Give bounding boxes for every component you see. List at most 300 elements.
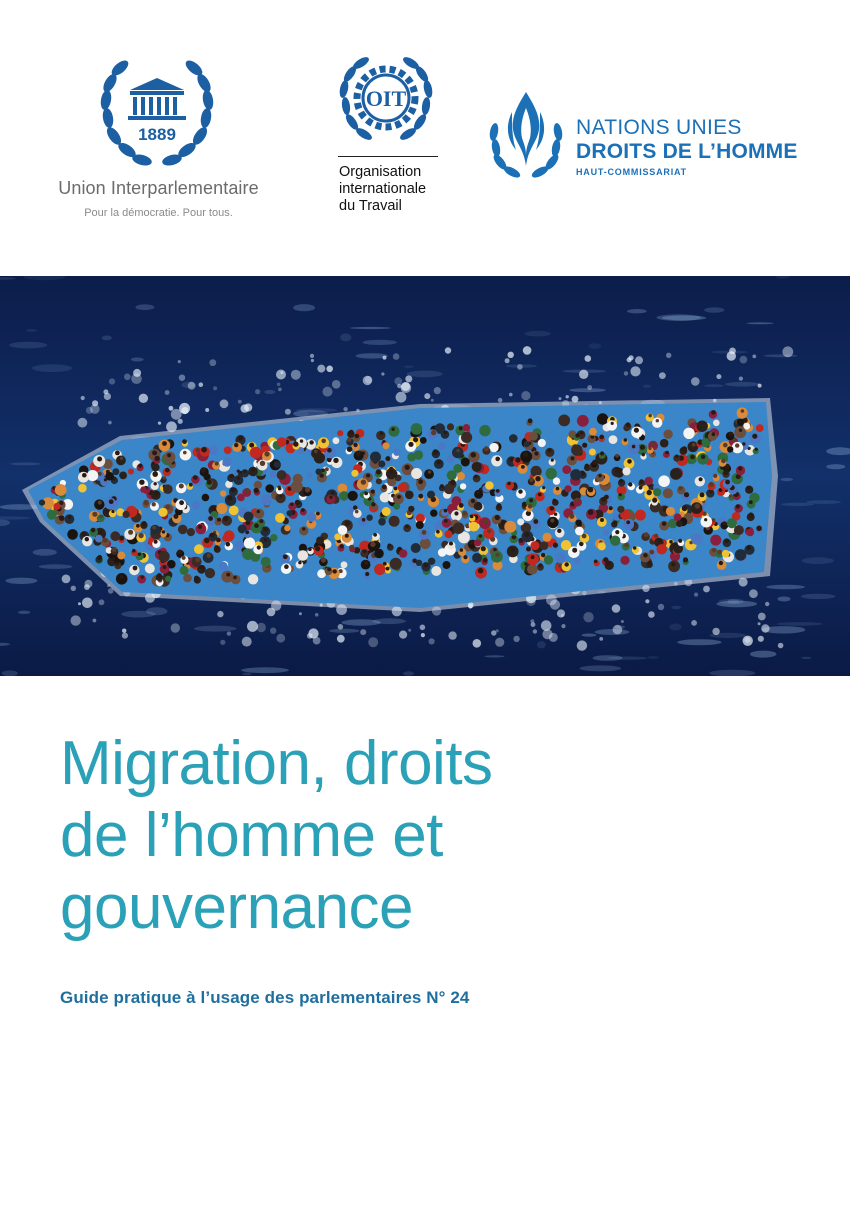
person-figure	[334, 533, 341, 540]
person-head	[97, 457, 102, 462]
person-figure	[416, 560, 422, 566]
foam-spot	[343, 407, 347, 411]
person-figure	[389, 516, 400, 527]
person-head	[528, 504, 533, 509]
wave-highlight	[766, 585, 805, 590]
person-head	[182, 556, 186, 560]
foam-spot	[188, 382, 196, 390]
person-figure	[390, 558, 402, 570]
wave-highlight	[579, 665, 621, 671]
person-figure	[438, 442, 446, 450]
ohchr-line3: HAUT-COMMISSARIAT	[576, 167, 687, 177]
foam-spot	[495, 638, 504, 647]
person-head	[569, 514, 574, 519]
person-figure	[244, 537, 255, 548]
wave-highlight	[5, 578, 37, 584]
wave-highlight	[403, 671, 414, 675]
person-head	[690, 455, 695, 460]
person-figure	[194, 544, 204, 554]
person-head	[444, 519, 448, 523]
person-head	[249, 443, 254, 448]
person-head	[142, 521, 146, 525]
person-head	[347, 438, 352, 443]
person-head	[755, 448, 758, 451]
wave-highlight	[806, 500, 841, 504]
person-figure	[727, 518, 737, 528]
wave-highlight	[704, 307, 724, 313]
person-head	[245, 488, 250, 493]
person-head	[665, 451, 669, 455]
person-head	[167, 453, 171, 457]
wave-highlight	[581, 634, 596, 637]
ipu-name: Union Interparlementaire	[58, 178, 259, 198]
person-figure	[540, 541, 549, 550]
person-figure	[683, 428, 694, 439]
person-head	[748, 512, 753, 517]
person-head	[487, 529, 491, 533]
foam-spot	[393, 353, 400, 360]
person-figure	[393, 503, 400, 510]
person-figure	[224, 530, 235, 541]
person-figure	[55, 484, 67, 496]
person-head	[353, 505, 357, 509]
foam-spot	[220, 399, 229, 408]
person-head	[628, 482, 632, 486]
foam-spot	[420, 625, 426, 631]
person-head	[701, 455, 705, 459]
foam-spot	[368, 637, 378, 647]
person-head	[654, 534, 658, 538]
person-head	[365, 572, 369, 576]
person-head	[553, 499, 557, 503]
person-head	[648, 561, 652, 565]
person-figure	[205, 568, 215, 578]
foam-spot	[429, 638, 435, 644]
person-figure	[663, 430, 672, 439]
person-head	[408, 442, 413, 447]
person-figure	[472, 553, 482, 563]
person-figure	[491, 551, 503, 563]
person-figure	[420, 538, 431, 549]
person-head	[682, 506, 688, 512]
person-head	[109, 499, 114, 504]
person-figure	[366, 515, 372, 521]
person-head	[478, 568, 484, 574]
person-head	[371, 489, 375, 493]
person-figure	[378, 460, 385, 467]
person-figure	[527, 564, 538, 575]
person-head	[254, 523, 259, 528]
person-figure	[291, 481, 303, 493]
foam-spot	[332, 380, 341, 389]
person-head	[682, 446, 687, 451]
person-head	[139, 480, 144, 485]
person-head	[496, 553, 500, 557]
person-figure	[628, 443, 639, 454]
person-head	[675, 455, 678, 458]
foam-spot	[85, 580, 93, 588]
foam-spot	[739, 377, 743, 381]
person-head	[683, 557, 688, 562]
person-head	[460, 548, 464, 552]
person-head	[534, 451, 538, 455]
person-figure	[376, 478, 382, 484]
foam-spot	[178, 419, 183, 424]
person-head	[725, 480, 730, 485]
person-figure	[338, 525, 348, 535]
foam-spot	[124, 374, 131, 381]
person-head	[193, 475, 198, 480]
person-head	[729, 432, 734, 437]
person-figure	[95, 535, 103, 543]
foam-spot	[491, 630, 496, 635]
person-figure	[383, 442, 390, 449]
person-figure	[538, 439, 546, 447]
foam-spot	[323, 387, 333, 397]
person-figure	[485, 481, 494, 490]
person-head	[669, 540, 673, 544]
person-head	[556, 487, 560, 491]
person-figure	[54, 503, 61, 510]
person-figure	[543, 533, 552, 542]
foam-spot	[247, 621, 258, 632]
person-figure	[666, 507, 675, 516]
person-head	[382, 484, 387, 489]
person-head	[433, 449, 439, 455]
person-figure	[457, 472, 465, 480]
person-figure	[399, 549, 407, 557]
foam-spot	[217, 611, 223, 617]
wave-highlight	[2, 670, 18, 676]
wave-highlight	[677, 639, 721, 645]
ipu-emblem-year: 1889	[138, 125, 176, 144]
person-figure	[311, 448, 321, 458]
person-head	[355, 434, 360, 439]
wave-highlight	[764, 354, 798, 357]
person-figure	[178, 525, 188, 535]
foam-spot	[749, 589, 758, 598]
person-head	[624, 438, 628, 442]
foam-spot	[285, 409, 291, 415]
person-head	[314, 450, 317, 453]
foam-spot	[209, 359, 216, 366]
ohchr-line2: DROITS DE L’HOMME	[576, 140, 798, 163]
foam-spot	[394, 377, 402, 385]
foam-spot	[758, 384, 762, 388]
person-figure	[248, 574, 258, 584]
person-figure	[140, 486, 146, 492]
person-head	[588, 487, 593, 492]
person-figure	[546, 468, 557, 479]
person-head	[598, 474, 601, 477]
person-figure	[275, 493, 285, 503]
foam-spot	[405, 375, 412, 382]
person-head	[523, 452, 528, 457]
foam-spot	[199, 382, 204, 387]
person-head	[413, 437, 418, 442]
person-head	[454, 511, 458, 515]
wave-highlight	[135, 304, 154, 310]
person-figure	[564, 485, 571, 492]
person-head	[234, 443, 238, 447]
person-head	[260, 461, 265, 466]
foam-spot	[509, 393, 513, 397]
wave-highlight	[669, 624, 681, 631]
person-head	[157, 573, 162, 578]
foam-spot	[71, 586, 76, 591]
person-head	[68, 515, 72, 519]
wave-highlight	[329, 629, 359, 633]
person-head	[723, 443, 728, 448]
person-head	[739, 429, 742, 432]
person-figure	[623, 519, 634, 530]
person-head	[227, 496, 232, 501]
person-head	[477, 503, 480, 506]
person-head	[557, 529, 561, 533]
person-figure	[165, 576, 171, 582]
person-head	[162, 530, 165, 533]
foam-spot	[729, 348, 736, 355]
wave-highlight	[569, 388, 605, 392]
person-figure	[609, 435, 618, 444]
person-head	[738, 466, 742, 470]
foam-spot	[579, 370, 588, 379]
person-head	[154, 540, 158, 544]
person-head	[749, 500, 753, 504]
title-line2: de l’homme et	[60, 801, 443, 870]
wave-highlight	[242, 673, 251, 676]
person-head	[495, 515, 500, 520]
person-head	[524, 532, 529, 537]
person-figure	[405, 491, 414, 500]
foam-spot	[401, 382, 412, 393]
person-figure	[216, 503, 227, 514]
person-head	[542, 486, 545, 489]
foam-spot	[381, 372, 384, 375]
person-figure	[151, 463, 159, 471]
foam-spot	[311, 359, 314, 362]
foam-spot	[473, 639, 482, 648]
person-figure	[561, 540, 571, 550]
person-head	[208, 516, 213, 521]
person-head	[550, 506, 555, 511]
person-head	[644, 532, 649, 537]
person-head	[484, 519, 489, 524]
wave-highlight	[131, 358, 144, 362]
person-head	[463, 555, 467, 559]
cover-photo	[0, 276, 850, 676]
person-head	[615, 454, 619, 458]
wave-highlight	[404, 366, 414, 368]
person-figure	[110, 531, 120, 541]
person-figure	[447, 470, 457, 480]
foam-spot	[276, 370, 286, 380]
person-head	[333, 569, 337, 573]
person-head	[615, 530, 619, 534]
person-head	[444, 509, 448, 513]
person-head	[138, 553, 141, 556]
foam-spot	[99, 599, 105, 605]
foam-spot	[740, 356, 748, 364]
wave-highlight	[801, 657, 811, 659]
person-head	[85, 537, 89, 541]
person-figure	[220, 490, 226, 496]
person-figure	[270, 471, 277, 478]
person-figure	[598, 542, 606, 550]
person-head	[405, 524, 409, 528]
person-head	[723, 521, 727, 525]
person-head	[431, 430, 436, 435]
person-figure	[420, 437, 427, 444]
person-head	[428, 470, 431, 473]
foam-spot	[666, 353, 671, 358]
person-head	[632, 445, 636, 449]
person-head	[321, 439, 326, 444]
wave-highlight	[340, 333, 351, 341]
foam-spot	[109, 378, 115, 384]
person-figure	[562, 465, 571, 474]
person-head	[152, 450, 157, 455]
wave-highlight	[802, 557, 834, 564]
person-figure	[244, 512, 254, 522]
foam-spot	[629, 355, 634, 360]
person-figure	[635, 510, 646, 521]
person-head	[390, 470, 394, 474]
person-head	[459, 503, 464, 508]
foam-spot	[307, 633, 313, 639]
person-head	[397, 495, 401, 499]
person-head	[548, 448, 552, 452]
person-head	[207, 553, 212, 558]
person-figure	[663, 488, 673, 498]
person-head	[231, 487, 236, 492]
foam-spot	[81, 396, 85, 400]
person-figure	[180, 566, 189, 575]
person-head	[344, 521, 350, 527]
person-head	[481, 546, 486, 551]
foam-spot	[612, 604, 621, 613]
person-head	[723, 470, 728, 475]
person-head	[627, 459, 632, 464]
person-figure	[261, 494, 272, 505]
person-head	[308, 547, 312, 551]
person-figure	[527, 553, 539, 565]
person-head	[678, 539, 682, 543]
person-head	[649, 550, 654, 555]
foam-spot	[227, 631, 231, 635]
person-head	[742, 442, 745, 445]
foam-spot	[310, 354, 314, 358]
wave-highlight	[194, 626, 237, 632]
person-head	[302, 527, 305, 530]
person-head	[699, 477, 703, 481]
person-head	[526, 547, 531, 552]
person-head	[116, 562, 119, 565]
person-head	[138, 463, 142, 467]
person-figure	[307, 472, 313, 478]
person-figure	[589, 449, 596, 456]
person-head	[711, 410, 716, 415]
wave-highlight	[662, 315, 707, 320]
person-head	[98, 530, 103, 535]
person-head	[128, 530, 133, 535]
person-head	[329, 496, 332, 499]
person-head	[752, 434, 757, 439]
wave-highlight	[264, 390, 275, 394]
person-head	[120, 457, 123, 460]
wave-highlight	[826, 464, 845, 469]
foam-spot	[165, 390, 170, 395]
foam-spot	[178, 360, 181, 363]
person-figure	[443, 561, 451, 569]
person-head	[741, 409, 745, 413]
person-head	[599, 435, 604, 440]
person-figure	[208, 445, 218, 455]
foam-spot	[90, 404, 100, 414]
person-figure	[116, 573, 128, 585]
foam-spot	[517, 364, 523, 370]
person-head	[535, 476, 540, 481]
foam-spot	[169, 406, 174, 411]
person-head	[497, 503, 502, 508]
person-head	[588, 509, 594, 515]
person-head	[166, 505, 171, 510]
person-figure	[722, 550, 730, 558]
person-head	[200, 565, 205, 570]
foam-spot	[513, 636, 519, 642]
person-head	[214, 545, 219, 550]
person-head	[510, 458, 514, 462]
person-head	[102, 538, 107, 543]
person-figure	[414, 450, 423, 459]
person-head	[226, 573, 230, 577]
person-head	[606, 561, 610, 565]
person-head	[385, 456, 390, 461]
person-head	[239, 471, 242, 474]
person-figure	[389, 426, 400, 437]
person-head	[601, 497, 606, 502]
person-figure	[735, 549, 747, 561]
person-figure	[727, 446, 733, 452]
foam-spot	[78, 602, 81, 605]
person-head	[550, 518, 554, 522]
person-head	[712, 432, 716, 436]
person-head	[362, 518, 366, 522]
person-head	[111, 510, 114, 513]
person-head	[349, 545, 354, 550]
wave-highlight	[39, 564, 73, 569]
person-head	[700, 492, 705, 497]
person-figure	[382, 507, 391, 516]
person-figure	[105, 472, 114, 481]
person-figure	[575, 520, 581, 526]
migrant-boat-aerial-photo-icon	[0, 276, 850, 676]
person-head	[327, 448, 332, 453]
foam-spot	[317, 365, 325, 373]
foam-spot	[255, 389, 260, 394]
person-head	[349, 430, 354, 435]
wave-highlight	[725, 382, 760, 387]
foam-spot	[630, 366, 640, 376]
person-figure	[710, 535, 721, 546]
foam-spot	[778, 643, 784, 649]
person-figure	[87, 470, 98, 481]
person-figure	[284, 525, 290, 531]
foam-spot	[557, 609, 565, 617]
person-head	[470, 515, 474, 519]
foam-spot	[205, 408, 209, 412]
wave-highlight	[801, 594, 835, 599]
